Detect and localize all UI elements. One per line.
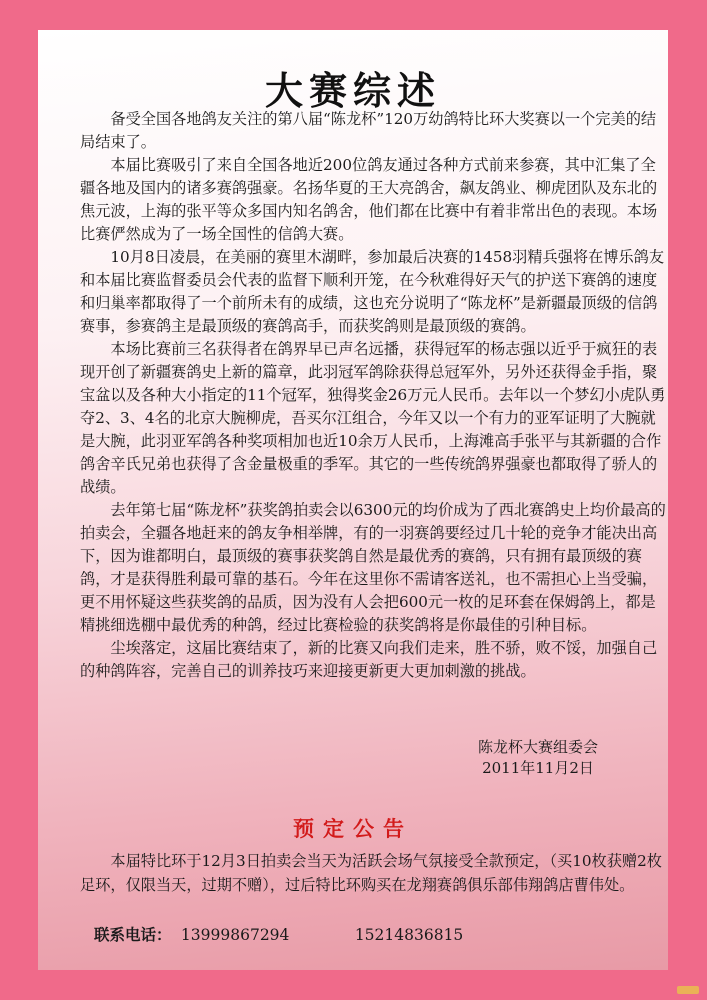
contact-label: 联系电话：	[94, 925, 172, 944]
paragraph: 去年第七届“陈龙杯”获奖鸽拍卖会以6300元的均价成为了西北赛鸽史上均价最高的拍卖会，全疆各地赶来的鸽友争相举牌，有的一羽赛鸽要经过几十轮的竞争才能决出高下，因为谁都明白，最顶级的赛事获奖鸽自然是最优秀的赛鸽，只有拥有最顶级的赛鸽，才是获得胜利最可靠的基石。今年在这里你不需请客送礼，也不需担心上当受骗，更不用怀疑这些获奖鸽的品质，因为没有人会把600元一枚的足环套在保姆鸽上，都是精挑细选棚中最优秀的种鸽，经过比赛检验的获奖鸽将是你最佳的引种目标。	[80, 501, 666, 634]
signature-block	[438, 737, 638, 779]
paragraph: 10月8日凌晨，在美丽的赛里木湖畔，参加最后决赛的1458羽精兵强将在博乐鸽友和本届比赛监督委员会代表的监督下顺利开笼，在今秋难得好天气的护送下赛鸽的速度和归巢率都取得了一个前所未有的成绩，这也充分说明了“陈龙杯”是新疆最顶级的信鸽赛事，参赛鸽主是最顶级的赛鸽高手，而获奖鸽则是最顶级的赛鸽。	[80, 248, 665, 335]
notice-body	[80, 850, 670, 897]
poster-page	[38, 30, 668, 970]
signature-date: 2011年11月2日	[482, 759, 594, 777]
notice-paragraph: 本届特比环于12月3日拍卖会当天为活跃会场气氛接受全款预定，（买10枚获赠2枚足环，仅限当天，过期不赠），过后特比环购买在龙翔赛鸽俱乐部伟翔鸽店曹伟处。	[80, 852, 662, 894]
watermark-logo	[677, 986, 699, 994]
paragraph: 尘埃落定，这届比赛结束了，新的比赛又向我们走来，胜不骄，败不馁，加强自己的种鸽阵容，完善自己的训养技巧来迎接更新更大更加刺激的挑战。	[80, 639, 658, 680]
page-title: 大赛综述	[264, 68, 441, 113]
phone-number-1: 13999867294	[180, 926, 290, 944]
contact-line	[94, 923, 463, 945]
notice-title: 预定公告	[293, 816, 413, 841]
summary-body	[80, 108, 670, 683]
paragraph: 本场比赛前三名获得者在鸽界早已声名远播，获得冠军的杨志强以近乎于疯狂的表现开创了新疆赛鸽史上新的篇章，此羽冠军鸽除获得总冠军外，另外还获得金手指，聚宝盆以及各种大小指定的11个冠军，独得奖金26万元人民币。去年以一个梦幻小虎队勇夺2、3、4名的北京大腕柳虎，吾买尔江组合，今年又以一个有力的亚军证明了大腕就是大腕，此羽亚军鸽各种奖项相加也近10余万人民币，上海滩高手张平与其新疆的合作鸽舍辛氏兄弟也获得了含金量极重的季军。其它的一些传统鸽界强豪也都取得了骄人的战绩。	[80, 340, 666, 496]
phone-number-2: 15214836815	[354, 926, 464, 944]
signature-org: 陈龙杯大赛组委会	[477, 738, 598, 756]
paragraph: 备受全国各地鸽友关注的第八届“陈龙杯”120万幼鸽特比环大奖赛以一个完美的结局结束了。	[80, 110, 657, 151]
paragraph: 本届比赛吸引了来自全国各地近200位鸽友通过各种方式前来参赛，其中汇集了全疆各地及国内的诸多赛鸽强豪。名扬华夏的王大亮鸽舍，飙友鸽业、柳虎团队及东北的焦元波，上海的张平等众多国内知名鸽舍，他们都在比赛中有着非常出色的表现。本场比赛俨然成为了一场全国性的信鸽大赛。	[80, 156, 658, 243]
